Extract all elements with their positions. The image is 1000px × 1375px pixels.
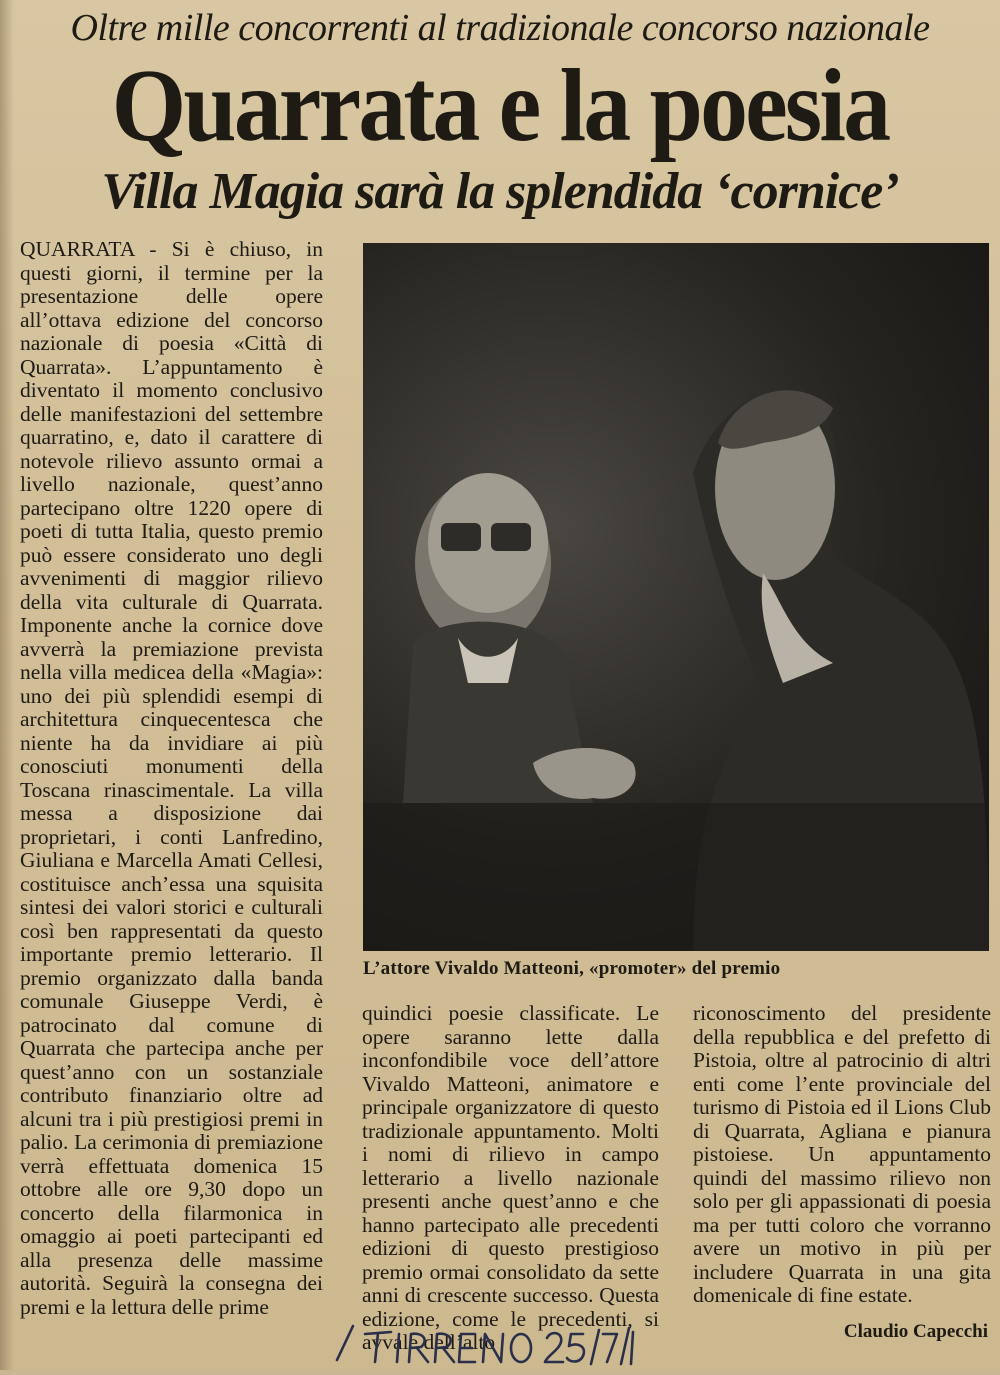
article-kicker: Oltre mille concorrenti al tradizionale concorso nazionale <box>70 7 930 49</box>
article-subhead: Villa Magia sarà la splendida ‘cornice’ <box>101 163 899 220</box>
article-column-1: QUARRATA - Si è chiuso, in questi giorni, il termine per la presentazione delle opere all’ottava edizione del concorso nazionale di poesia «Città di Quarrata». L’appuntamento è diventato il momento conclusivo delle manifestazioni del settembre quarratino, e, dato il carattere di notevole rilievo assunto ormai a livello nazionale, quest’anno partecipano oltre 1220 opere di poeti di tutta Italia, questo premio può essere considerato uno degli avvenimenti di maggior rilievo della vita culturale di Quarrata. Imponente anche la cornice dove avverrà la premiazione prevista nella villa medicea della «Magia»: uno dei più splendidi esempi di architettura cinquecentesca che niente ha da invidiare ai più conosciuti monumenti della Toscana rinascimentale. La villa messa a disposizione dai proprietari, i conti Lanfredino, Giuliana e Marcella Amati Cellesi, costituisce anch’essa una squisita sintesi dei valori storici e culturali così ben rappresentati da questo importante premio letterario. Il premio organizzato dalla banda comunale Giuseppe Verdi, è patrocinato dal comune di Quarrata che partecipa anche per quest’anno con un sostanziale contributo finanziario oltre ad alcuni tra i più prestigiosi premi in palio. La cerimonia di premiazione verrà effettuata domenica 15 ottobre alle ore 9,30 dopo un concerto della filarmonica in omaggio ai poeti partecipanti ed alla presenza delle massime autorità. Seguirà la consegna dei premi e la lettura delle prime <box>20 237 323 1319</box>
handwritten-source-note <box>325 1320 645 1370</box>
article-column-3: riconoscimento del presidente della repubblica e del prefetto di Pistoia, oltre al patrocinio di altri enti come l’ente provinciale del turismo di Pistoia ed il Lions Club di Quarrata, Agliana e pianura pistoiese. Un appuntamento quindi del massimo rilievo non solo per gli appassionati di poesia ma per tutti coloro che vorranno avere un motivo in più per includere Quarrata in una gita domenicale di fine estate. <box>693 1001 991 1307</box>
photo-caption: L’attore Vivaldo Matteoni, «promoter» del premio <box>363 958 781 979</box>
handwritten-note-text <box>325 1320 645 1370</box>
article-column-2: quindici poesie classificate. Le opere saranno lette dalla inconfondibile voce dell’attore Vivaldo Matteoni, animatore e principale organizzatore di questo tradizionale appuntamento. Molti i nomi di rilievo in campo letterario a livello nazionale presenti anche quest’anno e che hanno partecipato alle precedenti edizioni di questo prestigioso premio ormai consolidato da sette anni di crescente successo. Questa edizione, come le precedenti, si avvale dell’alto <box>362 1001 659 1354</box>
article-byline: Claudio Capecchi <box>843 1321 988 1342</box>
article-photo <box>363 243 989 951</box>
article-headline: Quarrata e la poesia <box>111 48 889 163</box>
photo-two-men-illustration <box>363 243 989 951</box>
